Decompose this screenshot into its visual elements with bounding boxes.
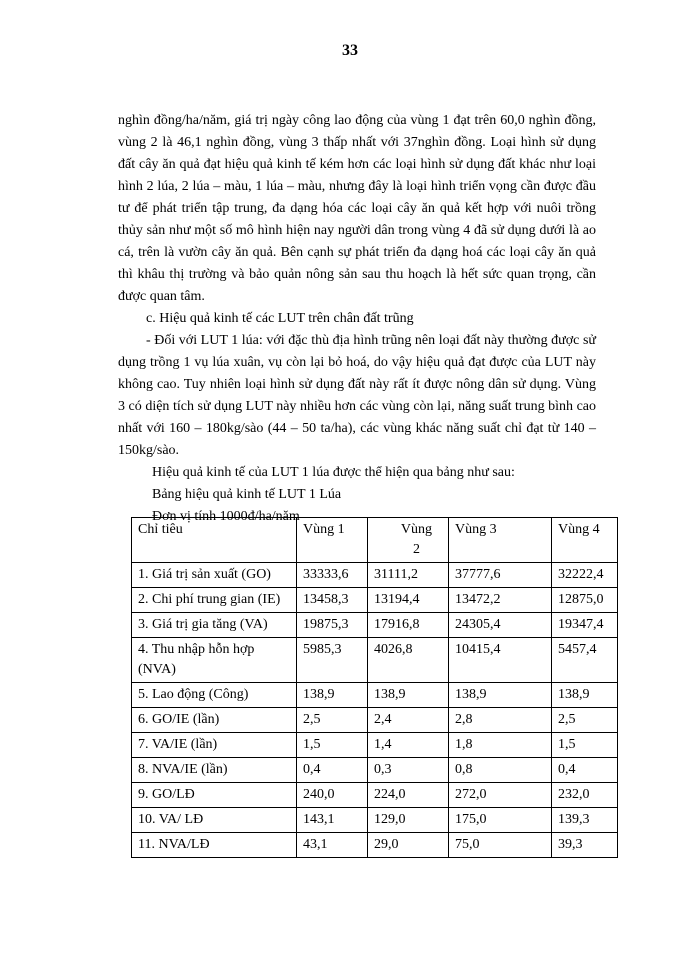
cell-vung-1: 0,4	[297, 758, 368, 783]
row-label: 3. Giá trị gia tăng (VA)	[132, 613, 297, 638]
table-row	[132, 638, 618, 683]
cell-vung-3: 0,8	[449, 758, 552, 783]
cell-vung-4: 32222,4	[552, 563, 618, 588]
table-row	[132, 783, 618, 808]
header-vung-2-word: Vùng	[400, 522, 432, 537]
cell-vung-3: 10415,4	[449, 638, 552, 683]
cell-vung-1: 240,0	[297, 783, 368, 808]
economic-efficiency-table	[131, 517, 618, 858]
header-vung-1: Vùng 1	[297, 518, 368, 563]
cell-vung-4: 138,9	[552, 683, 618, 708]
row-label: 9. GO/LĐ	[132, 783, 297, 808]
row-label: 1. Giá trị sản xuất (GO)	[132, 563, 297, 588]
table-row	[132, 683, 618, 708]
cell-vung-3: 37777,6	[449, 563, 552, 588]
cell-vung-3: 13472,2	[449, 588, 552, 613]
header-vung-2-number: 2	[412, 542, 420, 557]
cell-vung-1: 5985,3	[297, 638, 368, 683]
cell-vung-4: 12875,0	[552, 588, 618, 613]
cell-vung-1: 19875,3	[297, 613, 368, 638]
cell-vung-1: 143,1	[297, 808, 368, 833]
header-vung-4: Vùng 4	[552, 518, 618, 563]
table-row	[132, 613, 618, 638]
cell-vung-3: 2,8	[449, 708, 552, 733]
cell-vung-3: 1,8	[449, 733, 552, 758]
cell-vung-2: 129,0	[368, 808, 449, 833]
cell-vung-3: 24305,4	[449, 613, 552, 638]
cell-vung-4: 1,5	[552, 733, 618, 758]
cell-vung-3: 272,0	[449, 783, 552, 808]
cell-vung-4: 19347,4	[552, 613, 618, 638]
cell-vung-2: 0,3	[368, 758, 449, 783]
table-caption: Bảng hiệu quả kinh tế LUT 1 Lúa	[152, 487, 342, 502]
row-label: 8. NVA/IE (lần)	[132, 758, 297, 783]
body-text	[118, 110, 596, 528]
table-row	[132, 833, 618, 858]
cell-vung-2: 2,4	[368, 708, 449, 733]
paragraph-intro: nghìn đồng/ha/năm, giá trị ngày công lao động của vùng 1 đạt trên 60,0 nghìn đồng, vùng 2 là 46,1 nghìn đồng, vùng 3 thấp nhất với 37nghìn đồng. Loại hình sử dụng đất cây ăn quả đạt hiệu quả kinh tế kém hơn các loại hình sử dụng đất khác như loại hình 2 lúa, 2 lúa – màu, 1 lúa – màu, nhưng đây là loại hình triển vọng cần được đầu tư để phát triển tập trung, đa dạng hóa các loại cây ăn quả kết hợp với nuôi trồng thủy sản như một số mô hình hiện nay người dân trong vùng 4 đã sử dụng dưới là ao cá, trên là vườn cây ăn quả. Bên cạnh sự phát triển đa dạng hoá các loại cây ăn quả thì khâu thị trường và bảo quản nông sản sau thu hoạch là hết sức quan trọng, cần được quan tâm.	[118, 113, 596, 304]
page-number: 33	[342, 42, 358, 59]
paragraph-lut-1-lua: - Đối với LUT 1 lúa: với đặc thù địa hình trũng nên loại đất này thường được sử dụng trồng 1 vụ lúa xuân, vụ còn lại bỏ hoá, do vậy hiệu quả đạt được của LUT này không cao. Tuy nhiên loại hình sử dụng đất này rất ít được nông dân sử dụng. Vùng 3 có diện tích sử dụng LUT này nhiều hơn các vùng còn lại, năng suất trung bình cao nhất với 160 – 180kg/sào (44 – 50 ta/ha), các vùng khác năng suất chỉ đạt từ 140 – 150kg/sào.	[118, 333, 596, 458]
table-row	[132, 733, 618, 758]
cell-vung-4: 5457,4	[552, 638, 618, 683]
header-vung-3: Vùng 3	[449, 518, 552, 563]
table-row	[132, 808, 618, 833]
table-row	[132, 563, 618, 588]
table-row	[132, 758, 618, 783]
cell-vung-1: 33333,6	[297, 563, 368, 588]
cell-vung-2: 31111,2	[368, 563, 449, 588]
cell-vung-2: 29,0	[368, 833, 449, 858]
row-label: 5. Lao động (Công)	[132, 683, 297, 708]
header-chi-tieu: Chỉ tiêu	[132, 518, 297, 563]
paragraph-table-intro: Hiệu quả kinh tế của LUT 1 lúa được thể hiện qua bảng như sau:	[152, 465, 515, 480]
row-label: 4. Thu nhập hỗn hợp (NVA)	[132, 638, 297, 683]
row-label: 10. VA/ LĐ	[132, 808, 297, 833]
table-row	[132, 708, 618, 733]
cell-vung-4: 39,3	[552, 833, 618, 858]
section-heading: c. Hiệu quả kinh tế các LUT trên chân đất trũng	[146, 311, 414, 326]
cell-vung-1: 43,1	[297, 833, 368, 858]
unit-note: Đơn vị tính 1000đ/ha/năm	[152, 509, 300, 524]
cell-vung-4: 0,4	[552, 758, 618, 783]
row-label: 6. GO/IE (lần)	[132, 708, 297, 733]
cell-vung-2: 138,9	[368, 683, 449, 708]
cell-vung-1: 138,9	[297, 683, 368, 708]
cell-vung-1: 1,5	[297, 733, 368, 758]
cell-vung-4: 2,5	[552, 708, 618, 733]
cell-vung-4: 139,3	[552, 808, 618, 833]
cell-vung-2: 224,0	[368, 783, 449, 808]
cell-vung-2: 4026,8	[368, 638, 449, 683]
cell-vung-3: 138,9	[449, 683, 552, 708]
row-label: 11. NVA/LĐ	[132, 833, 297, 858]
cell-vung-4: 232,0	[552, 783, 618, 808]
header-vung-2	[368, 518, 449, 563]
table-row	[132, 588, 618, 613]
row-label: 2. Chi phí trung gian (IE)	[132, 588, 297, 613]
row-label: 7. VA/IE (lần)	[132, 733, 297, 758]
cell-vung-2: 1,4	[368, 733, 449, 758]
cell-vung-1: 2,5	[297, 708, 368, 733]
table-header-row	[132, 518, 618, 563]
cell-vung-3: 75,0	[449, 833, 552, 858]
cell-vung-3: 175,0	[449, 808, 552, 833]
cell-vung-2: 13194,4	[368, 588, 449, 613]
cell-vung-1: 13458,3	[297, 588, 368, 613]
cell-vung-2: 17916,8	[368, 613, 449, 638]
